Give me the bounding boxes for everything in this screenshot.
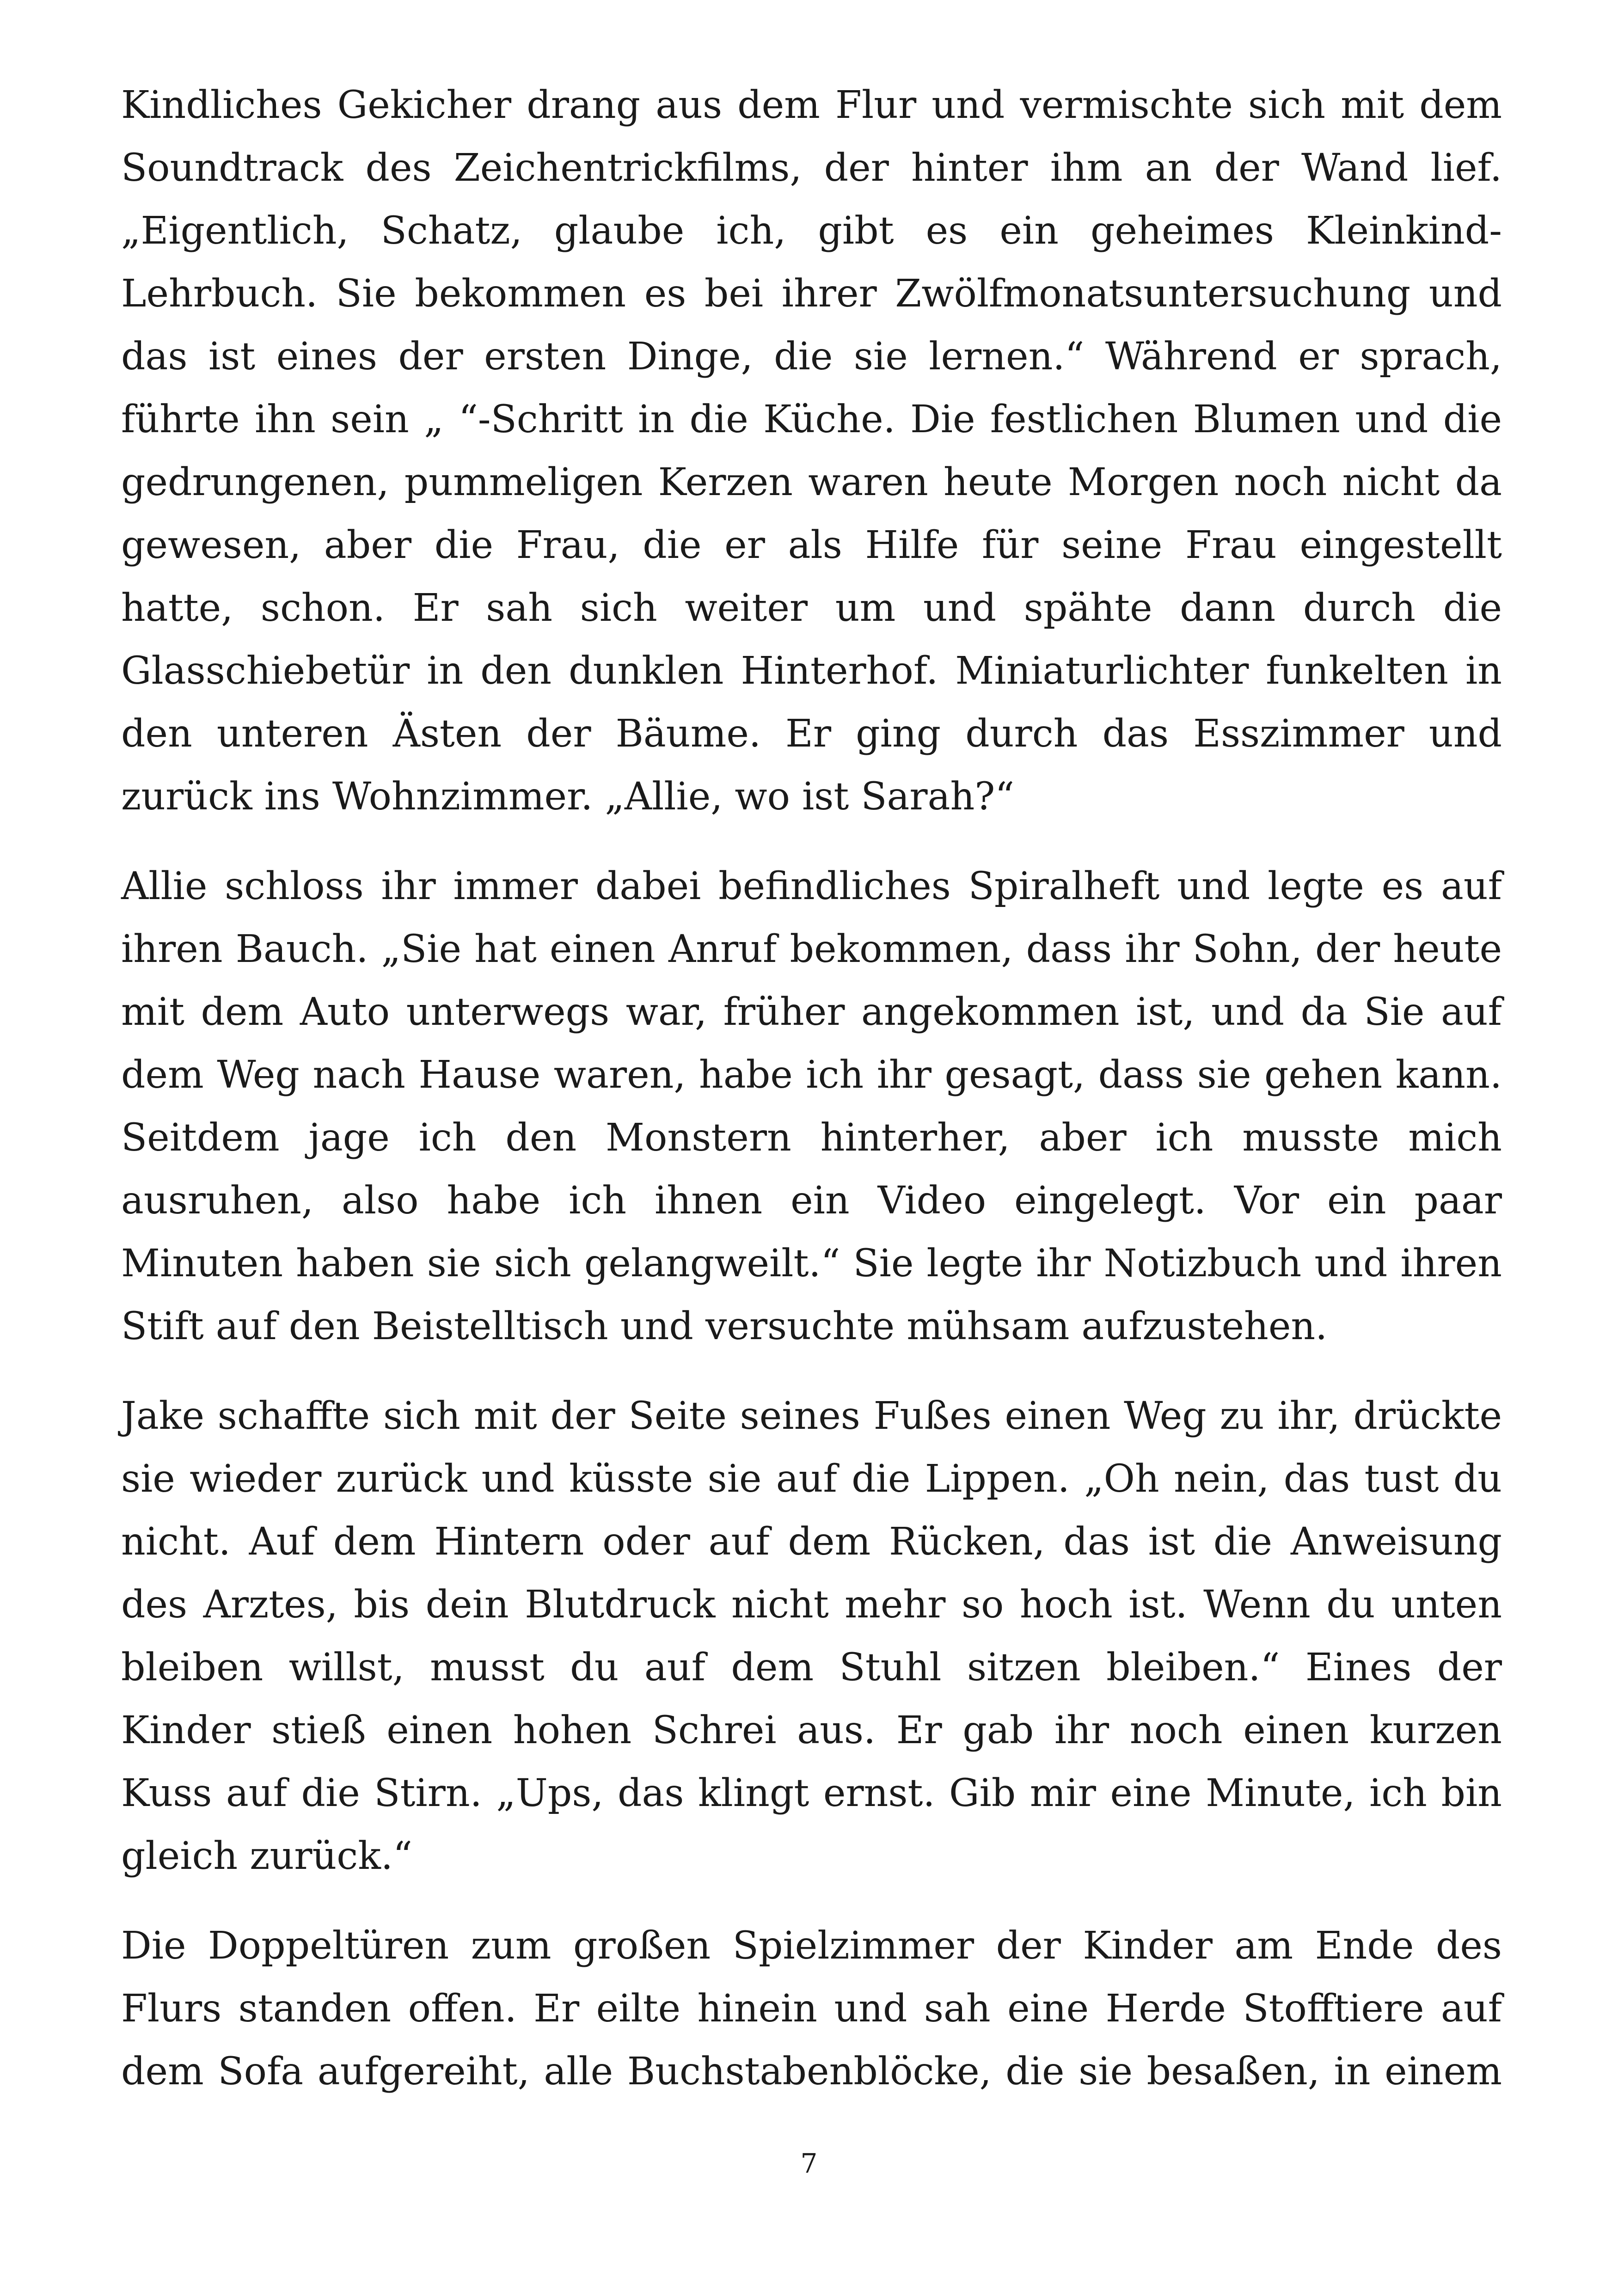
paragraph-4: Die Doppeltüren zum großen Spielzimmer der Kinder am Ende des Flurs standen offen. Er eilte hinein und sah eine Herde Stofftiere auf dem Sofa aufgereiht, alle Buchstabenblöcke, die sie besaßen, in einem	[121, 1924, 1502, 2094]
body-text	[121, 74, 1502, 2130]
paragraph-1: Kindliches Gekicher drang aus dem Flur und vermischte sich mit dem Soundtrack des Zeichentrickfilms, der hinter ihm an der Wand lief. „Eigentlich, Schatz, glaube ich, gibt es ein geheimes Kleinkind-Lehrbuch. Sie bekommen es bei ihrer Zwölfmonatsuntersuchung und das ist eines der ersten Dinge, die sie lernen.“ Während er sprach, führte ihn sein „ “-Schritt in die Küche. Die festlichen Blumen und die gedrungenen, pummeligen Kerzen waren heute Morgen noch nicht da gewesen, aber die Frau, die er als Hilfe für seine Frau eingestellt hatte, schon. Er sah sich weiter um und spähte dann durch die Glasschiebetür in den dunklen Hinterhof. Miniaturlichter funkelten in den unteren Ästen der Bäume. Er ging durch das Esszimmer und zurück ins Wohnzimmer. „Allie, wo ist Sarah?“	[121, 83, 1502, 819]
page-number: 7	[800, 2148, 818, 2179]
paragraph-3: Jake schaffte sich mit der Seite seines Fußes einen Weg zu ihr, drückte sie wieder zurück und küsste sie auf die Lippen. „Oh nein, das tust du nicht. Auf dem Hintern oder auf dem Rücken, das ist die Anweisung des Arztes, bis dein Blutdruck nicht mehr so hoch ist. Wenn du unten bleiben willst, musst du auf dem Stuhl sitzen bleiben.“ Eines der Kinder stieß einen hohen Schrei aus. Er gab ihr noch einen kurzen Kuss auf die Stirn. „Ups, das klingt ernst. Gib mir eine Minute, ich bin gleich zurück.“	[121, 1394, 1502, 1878]
paragraph-2: Allie schloss ihr immer dabei befindliches Spiralheft und legte es auf ihren Bauch. „Sie hat einen Anruf bekommen, dass ihr Sohn, der heute mit dem Auto unterwegs war, früher angekommen ist, und da Sie auf dem Weg nach Hause waren, habe ich ihr gesagt, dass sie gehen kann. Seitdem jage ich den Monstern hinterher, aber ich musste mich ausruhen, also habe ich ihnen ein Video eingelegt. Vor ein paar Minuten haben sie sich gelangweilt.“ Sie legte ihr Notizbuch und ihren Stift auf den Beistelltisch und versuchte mühsam aufzustehen.	[121, 864, 1502, 1348]
